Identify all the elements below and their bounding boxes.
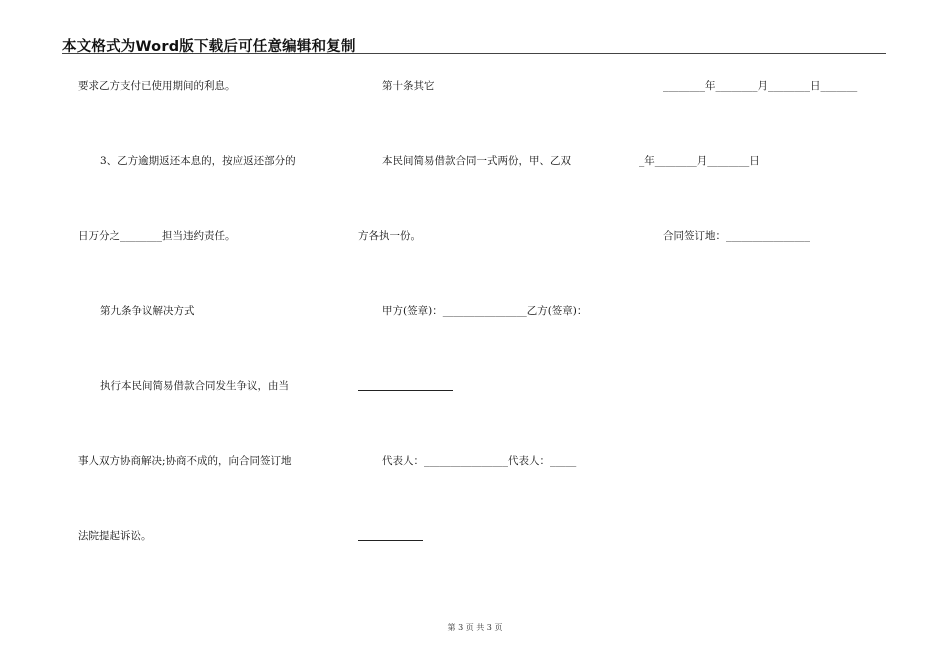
col1-line-5: 执行本民间简易借款合同发生争议，由当 bbox=[100, 380, 289, 392]
col2-line-2: 本民间简易借款合同一式两份，甲、乙双 bbox=[382, 155, 571, 167]
page-footer: 第 3 页 共 3 页 bbox=[447, 623, 503, 632]
col3-line-1: ________年________月________日_______ bbox=[663, 80, 858, 92]
col3-line-3: 合同签订地：________________ bbox=[663, 230, 810, 242]
header-divider bbox=[62, 53, 886, 54]
col1-line-6: 事人双方协商解决;协商不成的，向合同签订地 bbox=[78, 455, 292, 467]
col3-line-2: _年________月________日 bbox=[639, 155, 760, 167]
col1-line-1: 要求乙方支付已使用期间的利息。 bbox=[78, 80, 236, 92]
document-header-title: 本文格式为Word版下载后可任意编辑和复制 bbox=[62, 39, 356, 55]
col2-line-1: 第十条其它 bbox=[382, 80, 435, 92]
col1-line-3: 日万分之________担当违约责任。 bbox=[78, 230, 236, 242]
col1-line-4: 第九条争议解决方式 bbox=[100, 305, 195, 317]
col2-line-3: 方各执一份。 bbox=[358, 230, 421, 242]
col1-line-2: 3、乙方逾期返还本息的，按应返还部分的 bbox=[100, 155, 296, 167]
col2-line-6: 代表人：________________代表人：_____ bbox=[382, 455, 577, 467]
col2-line-4: 甲方(签章)：________________乙方(签章)： bbox=[382, 305, 588, 317]
col1-line-7: 法院提起诉讼。 bbox=[78, 530, 152, 542]
representative-blank-line bbox=[358, 540, 423, 541]
signature-blank-line bbox=[358, 390, 453, 391]
